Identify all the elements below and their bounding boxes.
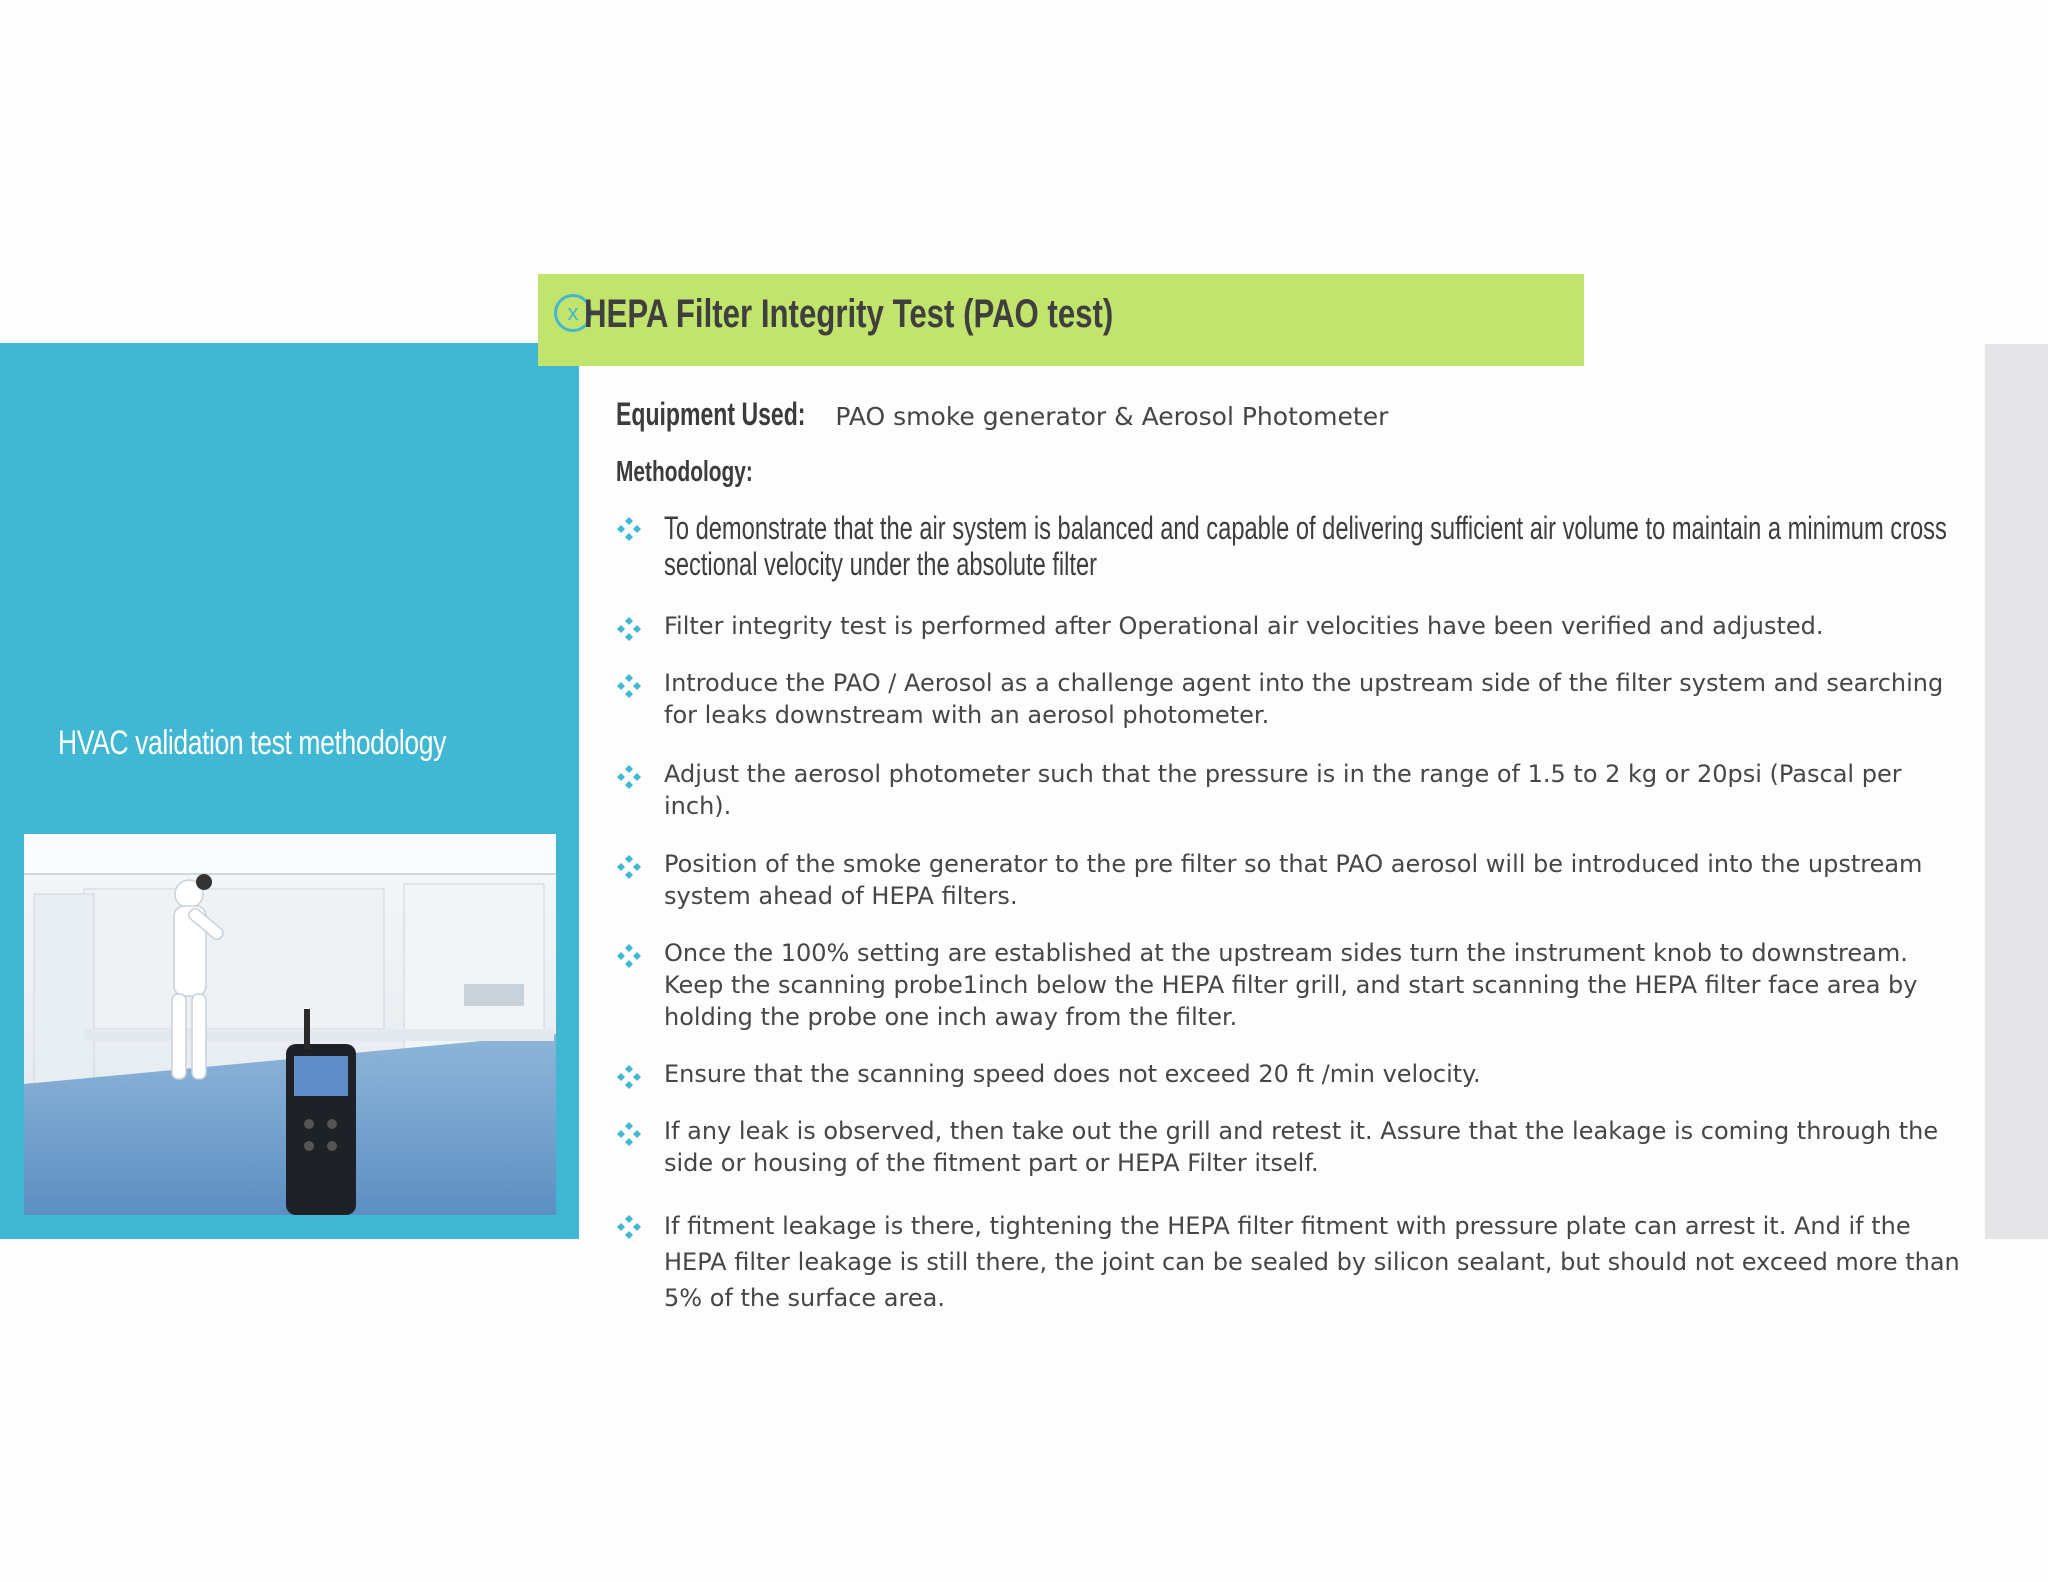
bullet-text: Introduce the PAO / Aerosol as a challenge agent into the upstream side of the filter system and searching for leaks downstream with an aerosol photometer. <box>664 669 1944 729</box>
diamond-bullet-icon <box>616 1121 642 1147</box>
bullet-text: If fitment leakage is there, tightening the HEPA filter fitment with pressure plate can arrest it. And if the HEPA filter leakage is still there, the joint can be sealed by silicon sealant, but should not exceed more than 5% of the surface area. <box>664 1212 1960 1312</box>
bullet-text: Position of the smoke generator to the pre filter so that PAO aerosol will be introduced into the upstream system ahead of HEPA filters. <box>664 850 1923 910</box>
diamond-bullet-icon <box>616 854 642 880</box>
bullet-text: Once the 100% setting are established at the upstream sides turn the instrument knob to downstream. Keep the scanning probe1inch below the HEPA filter grill, and start scanning the HEPA filter face area by holding the probe one inch away from the filter. <box>664 939 1918 1031</box>
diamond-bullet-icon <box>616 943 642 969</box>
diamond-bullet-icon <box>616 1214 642 1240</box>
close-icon[interactable]: x <box>554 294 592 332</box>
bullet-text: To demonstrate that the air system is balanced and capable of delivering sufficient air volume to maintain a minimum cross sectional velocity under the absolute filter <box>664 510 1947 582</box>
bullet-text: If any leak is observed, then take out the grill and retest it. Assure that the leakage is coming through the side or housing of the fitment part or HEPA Filter itself. <box>664 1117 1939 1177</box>
equipment-line <box>616 396 1388 433</box>
right-gray-strip <box>1985 344 2048 1239</box>
diamond-bullet-icon <box>616 764 642 790</box>
equipment-value: PAO smoke generator & Aerosol Photometer <box>835 402 1389 431</box>
cleanroom-technician-photo <box>24 834 556 1215</box>
equipment-label: Equipment Used: <box>616 396 806 432</box>
diamond-bullet-icon <box>616 673 642 699</box>
diamond-bullet-icon <box>616 616 642 642</box>
bullet-text: Ensure that the scanning speed does not exceed 20 ft /min velocity. <box>664 1060 1481 1088</box>
diamond-bullet-icon <box>616 516 642 542</box>
diamond-bullet-icon <box>616 1064 642 1090</box>
cleanroom-photo <box>24 834 556 1215</box>
bullet-text: Adjust the aerosol photometer such that the pressure is in the range of 1.5 to 2 kg or 20psi (Pascal per inch). <box>664 760 1902 820</box>
methodology-label: Methodology: <box>616 456 753 488</box>
section-title: HVAC validation test methodology <box>58 724 446 762</box>
slide-title: HEPA Filter Integrity Test (PAO test) <box>584 292 1114 336</box>
bullet-text: Filter integrity test is performed after Operational air velocities have been verified and adjusted. <box>664 612 1824 640</box>
